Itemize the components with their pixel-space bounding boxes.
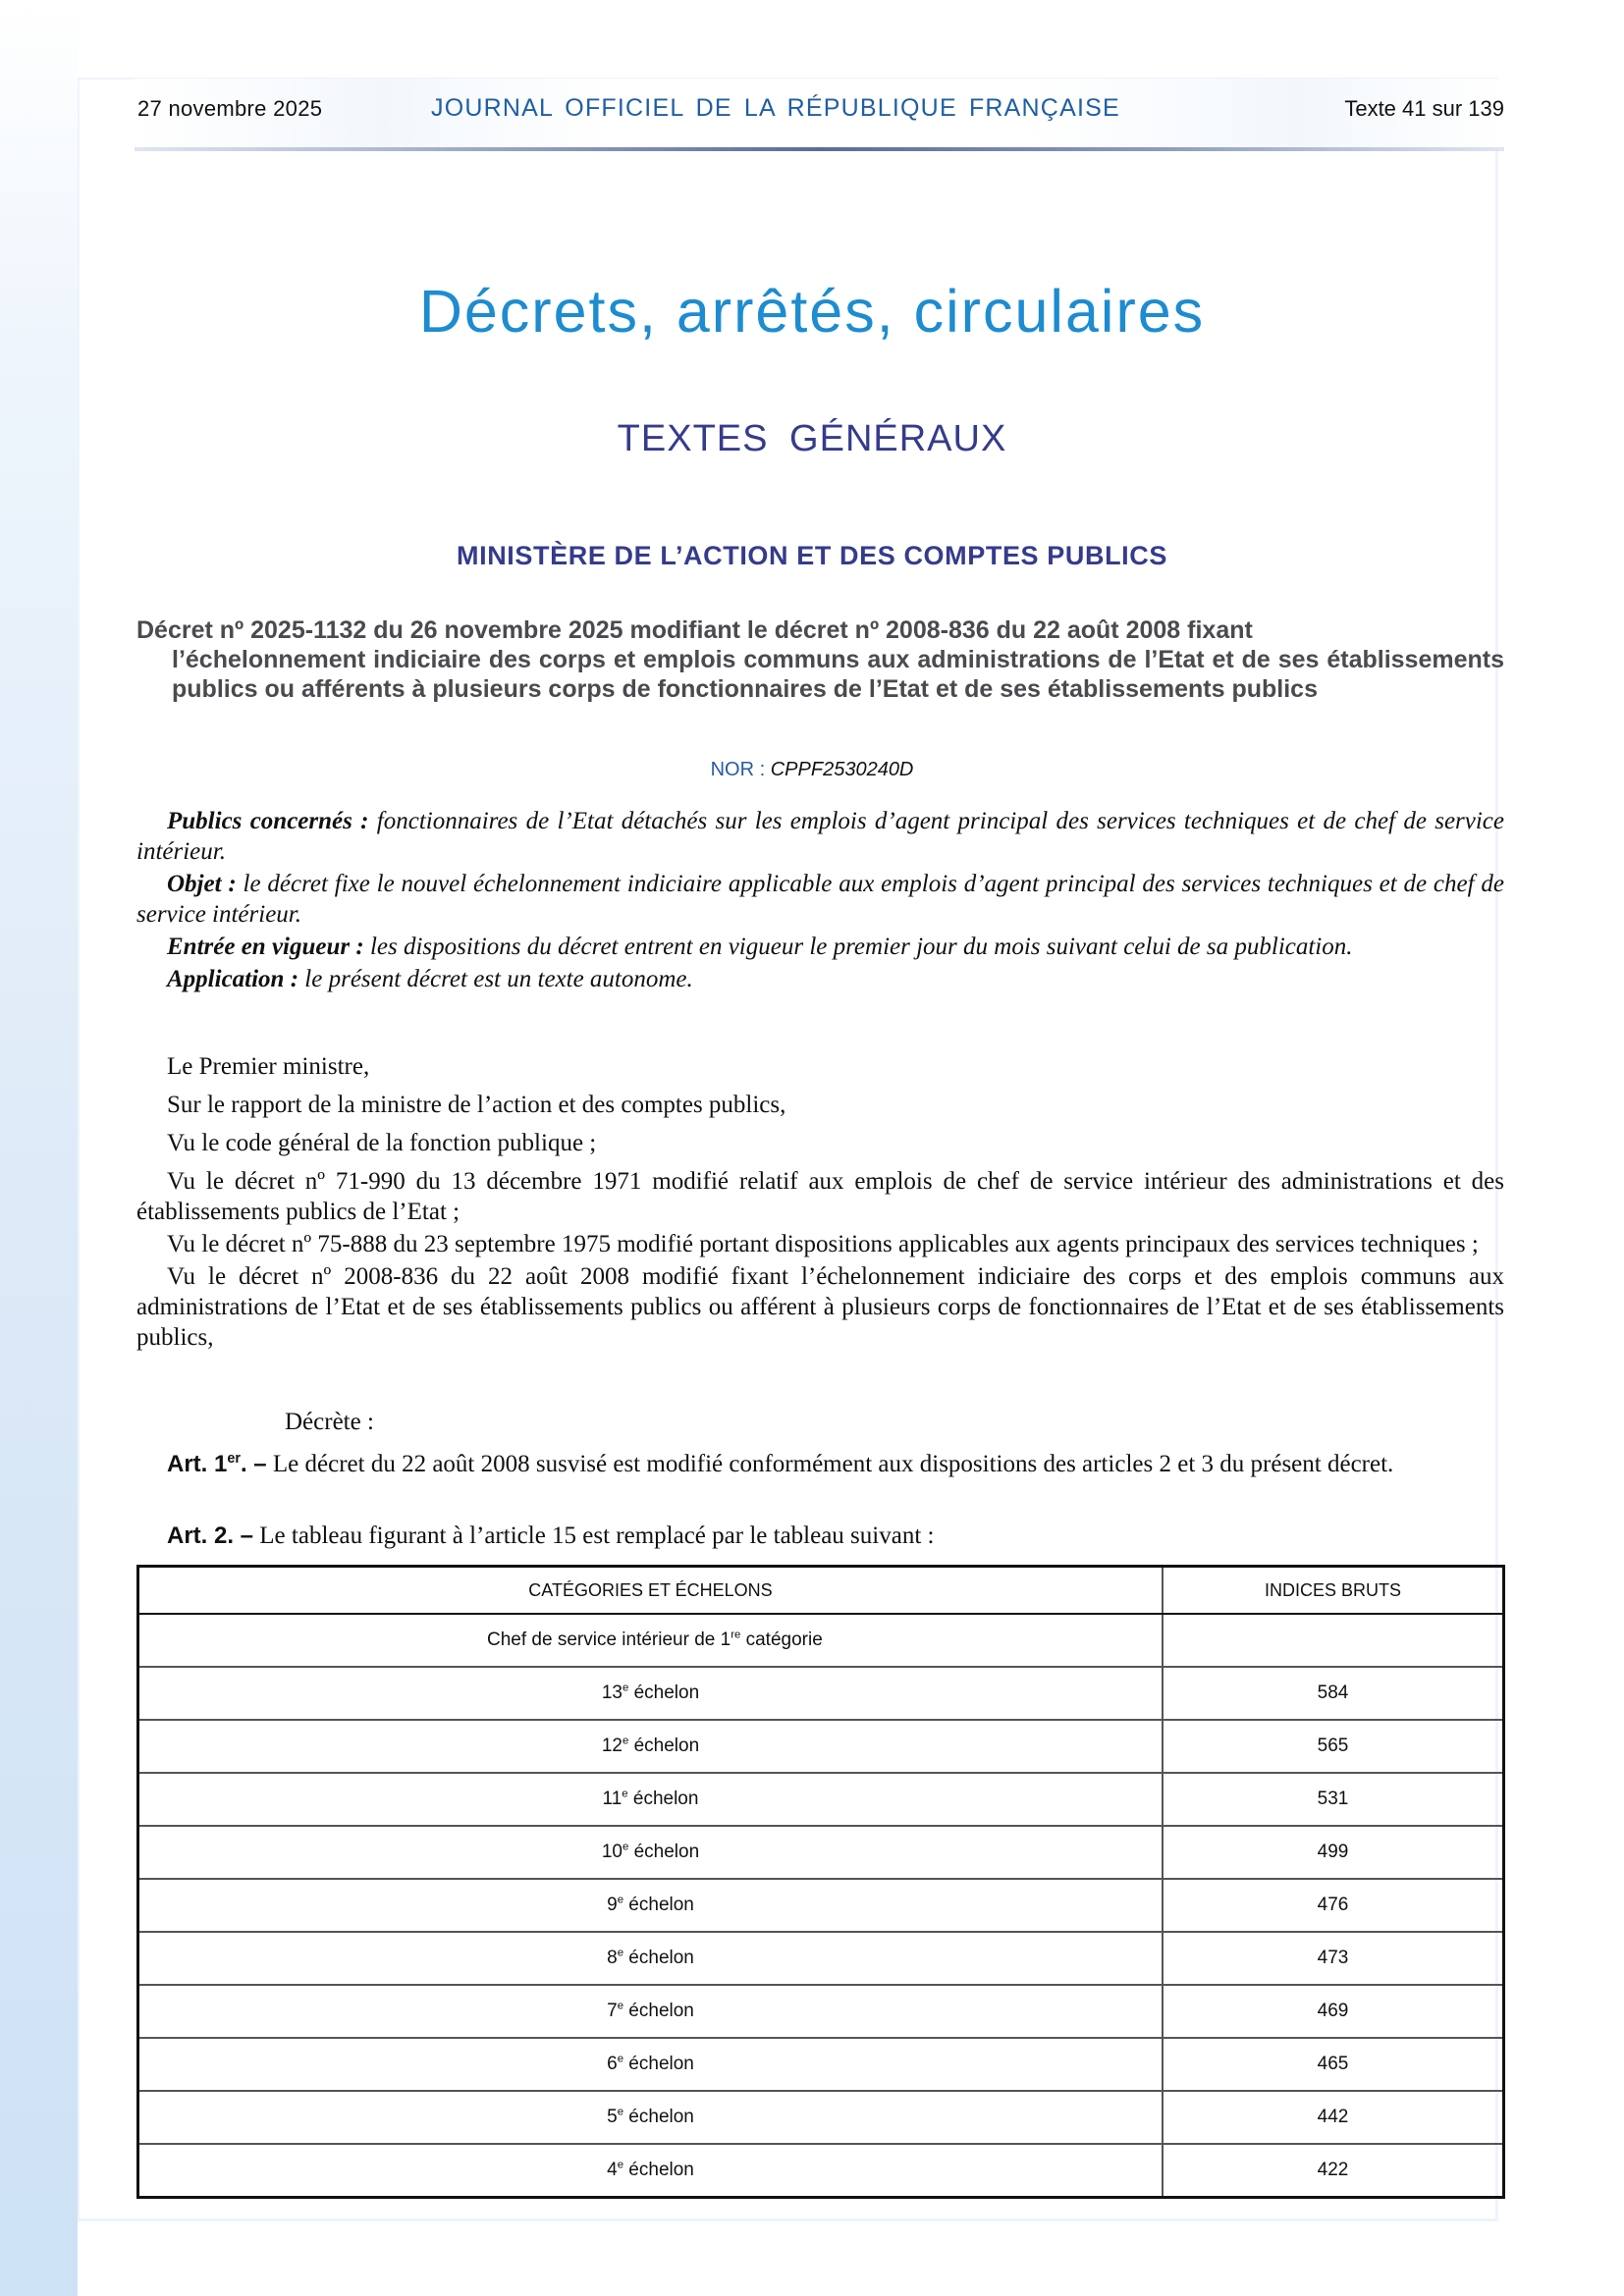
header-divider	[135, 147, 1504, 151]
summary-publics: Publics concernés : fonctionnaires de l’Etat détachés sur les emplois d’agent principal des services techniques et de chef de service intérieur.	[136, 808, 1504, 865]
table-category-row	[138, 1614, 1504, 1667]
indice-brut-cell: 465	[1163, 2038, 1504, 2091]
column-header-indices: INDICES BRUTS	[1163, 1567, 1504, 1615]
text-number: Texte 41 sur 139	[1344, 96, 1504, 121]
preamble-line: Vu le code général de la fonction publique ;	[167, 1130, 597, 1156]
table-row	[138, 2144, 1504, 2198]
echelon-cell: 10e échelon	[138, 1826, 1164, 1879]
decree-title-rest: l’échelonnement indiciaire des corps et emplois communs aux administrations de l’Etat et de ses établissements publics ou afférents à plusieurs corps de fonctionnaires de l’Etat et de ses établissements publics	[172, 646, 1504, 703]
table-header-row	[138, 1567, 1504, 1615]
table-row	[138, 2038, 1504, 2091]
indice-brut-cell: 422	[1163, 2144, 1504, 2198]
echelon-cell: 5e échelon	[138, 2091, 1164, 2144]
header-date: 27 novembre 2025	[137, 96, 323, 121]
nor-code: CPPF2530240D	[770, 759, 914, 780]
echelon-cell: 4e échelon	[138, 2144, 1164, 2198]
section-title: TEXTES GÉNÉRAUX	[617, 418, 1007, 459]
preamble-line: Vu le décret nº 71-990 du 13 décembre 1971 modifié relatif aux emplois de chef de service intérieur des administrations et des établissements publics de l’Etat ;	[136, 1168, 1504, 1225]
article-2-text: Le tableau figurant à l’article 15 est remplacé par le tableau suivant :	[259, 1522, 935, 1549]
table-row	[138, 1720, 1504, 1773]
echelon-cell: 7e échelon	[138, 1985, 1164, 2038]
decrete-label: Décrète :	[285, 1409, 374, 1435]
echelon-cell: 9e échelon	[138, 1879, 1164, 1932]
indice-brut-cell: 442	[1163, 2091, 1504, 2144]
summary-objet: Objet : le décret fixe le nouvel échelonnement indiciaire applicable aux emplois d’agent principal des services techniques et de chef de service intérieur.	[136, 871, 1504, 928]
category-value-cell	[1163, 1614, 1504, 1667]
indice-brut-cell: 531	[1163, 1773, 1504, 1826]
echelon-cell: 13e échelon	[138, 1667, 1164, 1720]
echelon-cell: 11e échelon	[138, 1773, 1164, 1826]
nor-label: NOR :	[710, 759, 766, 780]
table-row	[138, 1667, 1504, 1720]
indice-brut-cell: 584	[1163, 1667, 1504, 1720]
indice-brut-cell: 499	[1163, 1826, 1504, 1879]
indice-brut-cell: 565	[1163, 1720, 1504, 1773]
summary-block	[136, 806, 1504, 996]
indice-brut-cell: 469	[1163, 1985, 1504, 2038]
indice-brut-cell: 473	[1163, 1932, 1504, 1985]
table-row	[138, 1932, 1504, 1985]
column-header-categories: CATÉGORIES ET ÉCHELONS	[138, 1567, 1164, 1615]
echelon-cell: 6e échelon	[138, 2038, 1164, 2091]
preamble-line: Vu le décret nº 75-888 du 23 septembre 1975 modifié portant dispositions applicables aux agents principaux des services techniques ;	[167, 1231, 1479, 1257]
indice-brut-cell: 476	[1163, 1879, 1504, 1932]
table-row	[138, 1879, 1504, 1932]
decree-title-line1: Décret nº 2025-1132 du 26 novembre 2025 modifiant le décret nº 2008-836 du 22 août 2008 fixant	[136, 616, 1253, 644]
table-row	[138, 2091, 1504, 2144]
journal-title: JOURNAL OFFICIEL DE LA RÉPUBLIQUE FRANÇAISE	[431, 94, 1120, 122]
echelon-cell: 8e échelon	[138, 1932, 1164, 1985]
table-row	[138, 1985, 1504, 2038]
table-row	[138, 1826, 1504, 1879]
main-title: Décrets, arrêtés, circulaires	[418, 278, 1206, 345]
decree-title	[136, 615, 1504, 704]
indices-table	[136, 1565, 1505, 2199]
article-2	[136, 1521, 1504, 1551]
preamble-line: Sur le rapport de la ministre de l’action et des comptes publics,	[167, 1092, 786, 1118]
summary-application: Application : le présent décret est un texte autonome.	[167, 966, 693, 992]
article-2-label: Art. 2. –	[167, 1522, 254, 1549]
preamble-line: Vu le décret nº 2008-836 du 22 août 2008 modifié fixant l’échelonnement indiciaire des corps et des emplois communs aux administrations de l’Etat et de ses établissements publics ou afférent à plusieurs corps de fonctionnaires de l’Etat et de ses établissements publics,	[136, 1263, 1504, 1351]
summary-entree-vigueur: Entrée en vigueur : les dispositions du décret entrent en vigueur le premier jour du mois suivant celui de sa publication.	[167, 934, 1353, 960]
nor-reference	[0, 759, 1624, 781]
article-1-label: Art. 1er. –	[167, 1451, 267, 1477]
preamble-line: Le Premier ministre,	[167, 1053, 370, 1080]
page-header	[135, 79, 1504, 149]
preamble-block	[136, 1051, 1504, 1355]
article-1	[136, 1449, 1504, 1479]
echelon-cell: 12e échelon	[138, 1720, 1164, 1773]
category-cell: Chef de service intérieur de 1re catégorie	[138, 1614, 1164, 1667]
ministry-title: MINISTÈRE DE L’ACTION ET DES COMPTES PUBLICS	[457, 541, 1167, 570]
article-1-text: Le décret du 22 août 2008 susvisé est modifié conformément aux dispositions des articles 2 et 3 du présent décret.	[272, 1451, 1394, 1477]
table-row	[138, 1773, 1504, 1826]
